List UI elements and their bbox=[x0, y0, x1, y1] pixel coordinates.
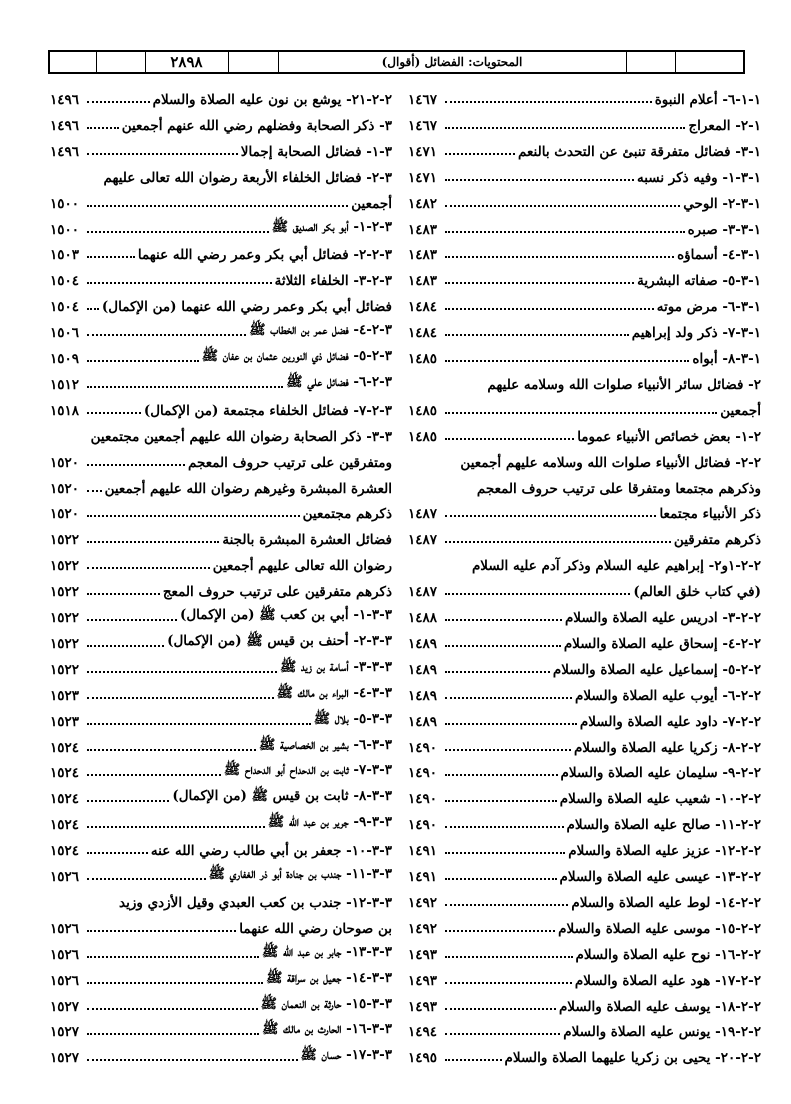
toc-entry bbox=[408, 656, 761, 678]
dot-leader bbox=[87, 490, 102, 492]
toc-entry bbox=[408, 941, 761, 963]
dot-leader bbox=[445, 645, 561, 647]
toc-entry-title: (في كتاب خلق العالم) bbox=[633, 584, 761, 601]
toc-entry bbox=[408, 1044, 761, 1066]
dot-leader bbox=[87, 127, 119, 129]
toc-entry bbox=[408, 293, 761, 315]
toc-entry bbox=[50, 164, 392, 186]
toc-entry-page: ١٤٨٧ bbox=[408, 532, 438, 549]
toc-entry bbox=[50, 785, 392, 807]
toc-entry bbox=[50, 190, 392, 212]
toc-entry-page: ١٥٢٦ bbox=[50, 869, 80, 885]
toc-entry-page: ١٤٩٢ bbox=[408, 894, 438, 911]
toc-entry-page: ١٥٢٠ bbox=[50, 480, 80, 497]
page-title: المحتويات: الفضائل (أقوال) bbox=[381, 55, 523, 69]
toc-entry bbox=[408, 682, 761, 704]
toc-entry-page: ١٤٩٣ bbox=[408, 998, 438, 1015]
toc-entry-page: ١٤٦٧ bbox=[408, 92, 438, 108]
toc-entry bbox=[408, 86, 761, 108]
toc-entry-title: ٢-٢-٣- ادريس عليه الصلاة والسلام bbox=[564, 610, 761, 626]
toc-entry-page: ١٤٨٩ bbox=[408, 661, 438, 678]
toc-entry bbox=[408, 138, 761, 160]
dot-leader bbox=[445, 723, 577, 725]
toc-entry-page: ١٤٨٧ bbox=[408, 506, 438, 523]
toc-entry-title: ٣-٣-١٢- جندب بن كعب العبدي وقيل الأزدي وزيد bbox=[118, 894, 392, 911]
dot-leader bbox=[87, 334, 246, 336]
toc-entry-title: ٢-٢-١٨- يوسف عليه الصلاة والسلام bbox=[558, 998, 761, 1015]
toc-entry-page: ١٤٨٨ bbox=[408, 610, 438, 626]
toc-entry-page: ١٤٩٥ bbox=[408, 1050, 438, 1067]
header-divider bbox=[96, 52, 97, 72]
dot-leader bbox=[87, 645, 164, 647]
dot-leader bbox=[87, 956, 259, 958]
toc-entry-title: ٢-٢-١٥- موسى عليه الصلاة والسلام bbox=[558, 920, 761, 937]
toc-entry-title: ٢-٢-١١- صالح عليه الصلاة والسلام bbox=[566, 817, 761, 834]
dot-leader bbox=[445, 541, 671, 543]
toc-entry-page: ١٤٩٦ bbox=[50, 117, 80, 134]
toc-entry-title: ٢-٢-١٤- لوط عليه الصلاة والسلام bbox=[571, 894, 761, 911]
dot-leader bbox=[87, 153, 238, 155]
dot-leader bbox=[445, 127, 685, 129]
toc-entry bbox=[408, 630, 761, 652]
toc-entry-page: ١٤٩٣ bbox=[408, 946, 438, 963]
toc-entry bbox=[408, 319, 761, 341]
toc-entry bbox=[50, 500, 392, 522]
toc-entry-page: ١٥٢٢ bbox=[50, 661, 80, 678]
toc-entry-title: ومتفرقين على ترتيب حروف المعجم bbox=[188, 454, 392, 471]
dot-leader bbox=[445, 697, 572, 699]
toc-entry bbox=[50, 293, 392, 315]
toc-entry-title: ذكر الأنبياء مجتمعا bbox=[659, 506, 761, 523]
toc-entry-page: ١٤٩٠ bbox=[408, 791, 438, 808]
dot-leader bbox=[87, 308, 99, 310]
dot-leader bbox=[445, 1033, 560, 1035]
dot-leader bbox=[445, 826, 564, 828]
toc-entry-title: ذكرهم متفرقين bbox=[673, 532, 761, 549]
toc-entry-page: ١٤٨٣ bbox=[408, 247, 438, 264]
dot-leader bbox=[87, 567, 210, 569]
dot-leader bbox=[445, 438, 574, 440]
toc-entry-page: ١٥٢٣ bbox=[50, 687, 80, 704]
dot-leader bbox=[445, 671, 550, 673]
dot-leader bbox=[445, 593, 630, 595]
toc-entry-title: ١-٣-٣- صبره bbox=[687, 221, 761, 238]
dot-leader bbox=[87, 101, 150, 103]
toc-entry-page: ١٥٢٧ bbox=[50, 1024, 80, 1041]
toc-entry-title: ٣-٣-١١- جندب بن جنادة أبو ذر الغفاري ﷺ bbox=[208, 866, 392, 882]
toc-entry bbox=[50, 138, 392, 160]
toc-entry bbox=[408, 216, 761, 238]
toc-entry-page: ١٥٢٤ bbox=[50, 843, 80, 860]
toc-entry-page: ١٤٨٥ bbox=[408, 428, 438, 445]
toc-entry-title: ٣-٣-١٠- جعفر بن أبي طالب رضي الله عنه bbox=[150, 843, 392, 860]
toc-entry-title: ٢-٢-١٧- هود عليه الصلاة والسلام bbox=[574, 972, 761, 989]
toc-entry bbox=[408, 423, 761, 445]
toc-entry bbox=[50, 112, 392, 134]
toc-entry bbox=[408, 500, 761, 522]
toc-entry-page: ١٥٠٤ bbox=[50, 299, 80, 316]
toc-entry bbox=[50, 967, 392, 989]
toc-entry-title: ١-٢- المعراج bbox=[688, 117, 761, 134]
toc-entry-page: ١٤٧١ bbox=[408, 143, 438, 160]
toc-entry-title: ٢-٢-٦- أيوب عليه الصلاة والسلام bbox=[575, 687, 761, 704]
toc-entry bbox=[408, 345, 761, 367]
header-divider bbox=[675, 52, 676, 72]
toc-entry bbox=[50, 811, 392, 833]
dot-leader bbox=[87, 749, 256, 751]
toc-entry bbox=[408, 578, 761, 600]
toc-entry bbox=[50, 708, 392, 730]
toc-entry bbox=[408, 449, 761, 471]
dot-leader bbox=[445, 904, 568, 906]
toc-entry bbox=[408, 475, 761, 497]
toc-entry-page: ١٤٨٧ bbox=[408, 584, 438, 601]
dot-leader bbox=[87, 360, 199, 362]
toc-entry bbox=[50, 345, 392, 367]
dot-leader bbox=[87, 386, 283, 388]
toc-entry-page: ١٥٢٣ bbox=[50, 713, 80, 730]
toc-entry-page: ١٤٨٩ bbox=[408, 687, 438, 704]
toc-entry-title: ٣-٣-٥- بلال ﷺ bbox=[313, 710, 392, 727]
dot-leader bbox=[445, 179, 634, 181]
toc-entry-page: ١٥٢٢ bbox=[50, 610, 80, 626]
toc-entry bbox=[50, 552, 392, 574]
toc-entry bbox=[50, 759, 392, 781]
toc-entry-title: رضوان الله تعالى عليهم أجمعين bbox=[212, 558, 392, 575]
toc-entry-title: ١-٣-٤- أسماؤه bbox=[677, 247, 761, 264]
toc-entry-title: ٣-٣- ذكر الصحابة رضوان الله عليهم أجمعين مجتمعين bbox=[90, 428, 392, 445]
dot-leader bbox=[445, 282, 634, 284]
toc-entry bbox=[408, 552, 761, 574]
dot-leader bbox=[87, 723, 311, 725]
dot-leader bbox=[87, 982, 263, 984]
toc-entry bbox=[408, 267, 761, 289]
dot-leader bbox=[87, 1033, 259, 1035]
dot-leader bbox=[87, 593, 160, 595]
toc-entry-title: ٣-٣-٦- بشير بن الخصاصية ﷺ bbox=[258, 736, 392, 753]
dot-leader bbox=[87, 930, 236, 932]
toc-entry-title: ٣-٣-٨- ثابت بن قيس ﷺ (من الإكمال) bbox=[172, 788, 392, 805]
toc-entry-title: بن صوحان رضي الله عنهما bbox=[239, 920, 392, 937]
toc-entry-page: ١٤٨٤ bbox=[408, 325, 438, 342]
toc-entry bbox=[50, 241, 392, 263]
toc-entry bbox=[408, 785, 761, 807]
toc-entry bbox=[50, 915, 392, 937]
toc-entry-title: ٢-٢-١٠- شعيب عليه الصلاة والسلام bbox=[559, 791, 761, 808]
toc-entry bbox=[50, 682, 392, 704]
toc-entry-title: ٢-٢-٩- سليمان عليه الصلاة والسلام bbox=[560, 765, 761, 782]
toc-entry-title: ٢-١- بعض خصائص الأنبياء عموما bbox=[577, 428, 761, 445]
toc-entry bbox=[408, 837, 761, 859]
header-divider bbox=[626, 52, 627, 72]
toc-entry-title: ٣-٣-٤- البراء بن مالك ﷺ bbox=[276, 684, 392, 701]
toc-entry-title: ١-١-٦- أعلام النبوة bbox=[654, 92, 761, 108]
toc-entry bbox=[50, 993, 392, 1015]
toc-entry bbox=[50, 267, 392, 289]
toc-entry bbox=[50, 319, 392, 341]
toc-entry-page: ١٥٢٢ bbox=[50, 558, 80, 575]
toc-entry-page: ١٥٠٠ bbox=[50, 221, 80, 238]
toc-entry-page: ١٤٩٢ bbox=[408, 920, 438, 937]
toc-entry-title: ٢-٢- فضائل الأنبياء صلوات الله وسلامه عليهم أجمعين bbox=[460, 454, 761, 471]
toc-entry bbox=[408, 863, 761, 885]
dot-leader bbox=[445, 256, 674, 258]
dot-leader bbox=[445, 334, 629, 336]
toc-entry-title: العشرة المبشرة وغيرهم رضوان الله عليهم أجمعين bbox=[104, 480, 392, 497]
toc-entry bbox=[50, 837, 392, 859]
toc-entry-page: ١٤٨٣ bbox=[408, 273, 438, 290]
toc-entry bbox=[50, 526, 392, 548]
toc-entry bbox=[408, 811, 761, 833]
toc-entry bbox=[408, 397, 761, 419]
dot-leader bbox=[87, 464, 185, 466]
toc-entry-page: ١٥٢٦ bbox=[50, 972, 80, 989]
toc-entry-title: ٣-٣-٣- أسامة بن زيد ﷺ bbox=[280, 658, 392, 675]
toc-entry-title: ٣-٣-٧- ثابت بن الدحداح أبو الدحداح ﷺ bbox=[223, 762, 392, 779]
toc-entry-page: ١٥٢٦ bbox=[50, 946, 80, 963]
toc-entry bbox=[50, 371, 392, 393]
toc-entry-title: ٢-٢-٤- إسحاق عليه الصلاة والسلام bbox=[563, 635, 761, 652]
toc-entry-title: فضائل أبي بكر وعمر رضي الله عنهما (من الإكمال) bbox=[101, 299, 392, 316]
toc-entry bbox=[408, 604, 761, 626]
toc-entry bbox=[408, 967, 761, 989]
toc-entry-title: أجمعين bbox=[351, 195, 392, 212]
toc-entry-page: ١٤٨٣ bbox=[408, 221, 438, 238]
toc-entry-page: ١٤٩٠ bbox=[408, 817, 438, 834]
dot-leader bbox=[87, 852, 148, 854]
toc-entry-title: ٢-٢-١٦- نوح عليه الصلاة والسلام bbox=[575, 946, 761, 963]
toc-entry-page: ١٥٠٦ bbox=[50, 325, 80, 342]
dot-leader bbox=[445, 852, 565, 854]
toc-entry-title: ٢-٢-٢١- يوشع بن نون عليه الصلاة والسلام bbox=[152, 92, 392, 108]
toc-entry-title: ذكرهم متفرقين على ترتيب حروف المعج bbox=[162, 584, 392, 601]
toc-entry-page: ١٥٠٠ bbox=[50, 195, 80, 212]
dot-leader bbox=[445, 982, 572, 984]
toc-entry-page: ١٤٩٦ bbox=[50, 143, 80, 160]
toc-entry-page: ١٤٨٢ bbox=[408, 195, 438, 212]
toc-entry-title: ذكرهم مجتمعين bbox=[302, 506, 392, 523]
dot-leader bbox=[87, 541, 219, 543]
toc-entry-title: فضائل العشرة المبشرة بالجنة bbox=[222, 532, 392, 549]
toc-entry bbox=[50, 1018, 392, 1040]
dot-leader bbox=[87, 256, 135, 258]
toc-entry-title: ٣-٢- فضائل الخلفاء الأربعة رضوان الله تعالى عليهم bbox=[103, 169, 392, 186]
toc-entry-title: ٣-٣-١٧- حسان ﷺ bbox=[300, 1047, 392, 1064]
dot-leader bbox=[445, 360, 689, 362]
toc-entry-title: ٢-٢-١٢- عزيز عليه الصلاة والسلام bbox=[568, 843, 761, 860]
toc-entry-page: ١٤٩١ bbox=[408, 869, 438, 885]
dot-leader bbox=[445, 412, 717, 414]
toc-entry-page: ١٥٠٣ bbox=[50, 247, 80, 264]
toc-entry-page: ١٥٢٢ bbox=[50, 532, 80, 549]
toc-entry-page: ١٥٢٤ bbox=[50, 765, 80, 782]
dot-leader bbox=[87, 774, 221, 776]
toc-entry-page: ١٤٨٩ bbox=[408, 635, 438, 652]
toc-entry bbox=[50, 734, 392, 756]
toc-entry bbox=[50, 630, 392, 652]
toc-entry bbox=[50, 941, 392, 963]
toc-entry bbox=[50, 397, 392, 419]
dot-leader bbox=[445, 1008, 556, 1010]
toc-entry-page: ١٤٨٩ bbox=[408, 713, 438, 730]
toc-entry-page: ١٤٩٠ bbox=[408, 765, 438, 782]
toc-entry-page: ١٥٠٩ bbox=[50, 351, 80, 367]
dot-leader bbox=[445, 930, 555, 932]
toc-entry-title: ٢-٢-١٣- عيسى عليه الصلاة والسلام bbox=[559, 869, 761, 885]
toc-entry-title: ٢-٢-١٩- يونس عليه الصلاة والسلام bbox=[563, 1024, 761, 1041]
toc-entry-title: ٣-٢-٥- فضائل ذي النورين عثمان بن عفان ﷺ bbox=[201, 348, 392, 364]
dot-leader bbox=[87, 231, 269, 233]
toc-entry bbox=[50, 1044, 392, 1066]
toc-entry-page: ١٥٢٧ bbox=[50, 998, 80, 1015]
toc-entry bbox=[50, 475, 392, 497]
dot-leader bbox=[445, 153, 515, 155]
toc-entry bbox=[408, 708, 761, 730]
toc-entry-title: ٢-٢-٥- إسماعيل عليه الصلاة والسلام bbox=[552, 661, 761, 678]
toc-entry bbox=[50, 423, 392, 445]
dot-leader bbox=[445, 878, 557, 880]
toc-entry-page: ١٤٨٥ bbox=[408, 402, 438, 419]
toc-entry-page: ١٥٢٠ bbox=[50, 454, 80, 471]
toc-entry-page: ١٥١٨ bbox=[50, 402, 80, 419]
toc-entry bbox=[50, 449, 392, 471]
toc-entry-title: ٣-٢-٤- فضل عمر بن الخطاب ﷺ bbox=[249, 322, 392, 339]
dot-leader bbox=[445, 308, 654, 310]
page-number: ٢٨٩٨ bbox=[170, 53, 203, 71]
toc-entry bbox=[408, 164, 761, 186]
toc-entry-title: ٣-٣-٢- أحنف بن قيس ﷺ (من الإكمال) bbox=[167, 632, 392, 649]
toc-entry-title: ١-٣-١- وفيه ذكر نسبه bbox=[636, 169, 761, 186]
toc-entry-page: ١٤٦٧ bbox=[408, 117, 438, 134]
dot-leader bbox=[445, 619, 562, 621]
toc-entry bbox=[50, 656, 392, 678]
dot-leader bbox=[87, 671, 277, 673]
toc-entry-title: ٣-٢-٢- فضائل أبي بكر وعمر رضي الله عنهما bbox=[137, 247, 392, 264]
toc-entry-page: ١٥١٢ bbox=[50, 376, 80, 393]
toc-entry-title: ٢-٢-٢٠- يحيى بن زكريا عليهما الصلاة والسلام bbox=[504, 1050, 761, 1067]
toc-entry-title: ٣-٢-٣- الخلفاء الثلاثة bbox=[274, 273, 392, 290]
toc-entry-title: ٣-٣-١٤- جعيل بن سراقة ﷺ bbox=[266, 969, 392, 986]
toc-entry bbox=[408, 112, 761, 134]
page-header bbox=[48, 50, 745, 74]
toc-entry bbox=[408, 190, 761, 212]
toc-entry-title: ٣-٣-١٣- جابر بن عبد الله ﷺ bbox=[262, 943, 392, 960]
toc-entry-title: ٣-٣-١- أبي بن كعب ﷺ (من الإكمال) bbox=[179, 607, 392, 623]
toc-entry bbox=[408, 1018, 761, 1040]
toc-entry-page: ١٥٢٧ bbox=[50, 1050, 80, 1067]
toc-entry-title: ٣- ذكر الصحابة وفضلهم رضي الله عنهم أجمعين bbox=[121, 117, 392, 134]
dot-leader bbox=[445, 1059, 502, 1061]
toc-entry-title: ٢-٢-٨- زكريا عليه الصلاة والسلام bbox=[573, 739, 761, 756]
toc-entry-title: ١-٣- فضائل متفرقة تنبئ عن التحدث بالنعم bbox=[518, 143, 761, 160]
dot-leader bbox=[445, 101, 652, 103]
dot-leader bbox=[87, 515, 300, 517]
dot-leader bbox=[87, 1008, 258, 1010]
toc-entry-page: ١٥٢٤ bbox=[50, 817, 80, 834]
header-divider bbox=[228, 52, 229, 72]
toc-entry-page: ١٤٩٦ bbox=[50, 92, 80, 108]
toc-entry bbox=[50, 86, 392, 108]
toc-entry-title: ١-٣-٧- ذكر ولد إبراهيم bbox=[631, 325, 761, 342]
dot-leader bbox=[87, 1059, 298, 1061]
dot-leader bbox=[87, 800, 169, 802]
dot-leader bbox=[87, 619, 177, 621]
toc-entry-page: ١٥٢٤ bbox=[50, 791, 80, 808]
toc-entry bbox=[408, 759, 761, 781]
toc-entry-title: ٢-٢-١و٢- إبراهيم عليه السلام وذكر آدم عليه السلام bbox=[471, 558, 761, 575]
toc-entry-page: ١٥٢٢ bbox=[50, 584, 80, 601]
dot-leader bbox=[87, 205, 348, 207]
toc-entry-title: ١-٣-٦- مرض موته bbox=[656, 299, 761, 316]
toc-entry bbox=[408, 993, 761, 1015]
dot-leader bbox=[445, 205, 680, 207]
toc-entry-title: ٢- فضائل سائر الأنبياء صلوات الله وسلامه عليهم bbox=[487, 376, 761, 393]
toc-entry-title: ٣-٣-١٥- حارثة بن النعمان ﷺ bbox=[260, 995, 392, 1012]
toc-entry-page: ١٥٠٤ bbox=[50, 273, 80, 290]
toc-entry bbox=[408, 241, 761, 263]
toc-entry-title: ١-٣-٥- صفاته البشرية bbox=[637, 273, 761, 290]
dot-leader bbox=[445, 774, 558, 776]
dot-leader bbox=[87, 826, 265, 828]
toc-entry-title: وذكرهم مجتمعا ومتفرقا على ترتيب حروف المعجم bbox=[476, 480, 761, 497]
dot-leader bbox=[87, 697, 274, 699]
toc-entry bbox=[50, 863, 392, 885]
toc-entry-title: ٣-٢-١- أبو بكر الصديق ﷺ bbox=[271, 218, 392, 235]
dot-leader bbox=[87, 878, 206, 880]
toc-entry-page: ١٤٩٠ bbox=[408, 739, 438, 756]
toc-entry-title: ٣-٣-١٦- الحارث بن مالك ﷺ bbox=[262, 1021, 392, 1038]
toc-entry bbox=[408, 371, 761, 393]
toc-entry-page: ١٤٨٤ bbox=[408, 299, 438, 316]
toc-entry-title: ١-٣-٢- الوحي bbox=[683, 195, 761, 212]
toc-entry-title: أجمعين bbox=[720, 402, 761, 419]
toc-entry-title: ١-٣-٨- أبواه bbox=[692, 351, 761, 367]
toc-entry bbox=[50, 216, 392, 238]
toc-entry-page: ١٤٧١ bbox=[408, 169, 438, 186]
toc-entry bbox=[50, 578, 392, 600]
dot-leader bbox=[87, 282, 272, 284]
toc-entry-title: ٣-٣-٩- جرير بن عبد الله ﷺ bbox=[267, 814, 392, 831]
toc-entry-page: ١٤٨٥ bbox=[408, 351, 438, 367]
toc-entry bbox=[50, 889, 392, 911]
toc-entry-title: ٢-٢-٧- داود عليه الصلاة والسلام bbox=[579, 713, 761, 730]
toc-entry-title: ٣-٢-٧- فضائل الخلفاء مجتمعة (من الإكمال) bbox=[143, 402, 392, 419]
toc-entry bbox=[408, 915, 761, 937]
toc-entry-page: ١٤٩١ bbox=[408, 843, 438, 860]
toc-entry-page: ١٤٩٣ bbox=[408, 972, 438, 989]
toc-entry bbox=[50, 604, 392, 626]
toc-entry-page: ١٥٢٦ bbox=[50, 920, 80, 937]
toc-entry-page: ١٥٢٤ bbox=[50, 739, 80, 756]
dot-leader bbox=[87, 412, 141, 414]
toc-entry bbox=[408, 734, 761, 756]
dot-leader bbox=[445, 231, 685, 233]
dot-leader bbox=[445, 515, 656, 517]
dot-leader bbox=[445, 749, 571, 751]
toc-entry-title: ٣-١- فضائل الصحابة إجمالا bbox=[240, 143, 392, 160]
toc-entry-page: ١٤٩٤ bbox=[408, 1024, 438, 1041]
dot-leader bbox=[445, 956, 573, 958]
toc-entry-title: ٣-٢-٦- فضائل علي ﷺ bbox=[286, 373, 392, 390]
toc-entry bbox=[408, 526, 761, 548]
dot-leader bbox=[445, 800, 557, 802]
toc-entry-page: ١٥٢٠ bbox=[50, 506, 80, 523]
toc-entry-page: ١٥٢٢ bbox=[50, 635, 80, 652]
toc-entry bbox=[408, 889, 761, 911]
